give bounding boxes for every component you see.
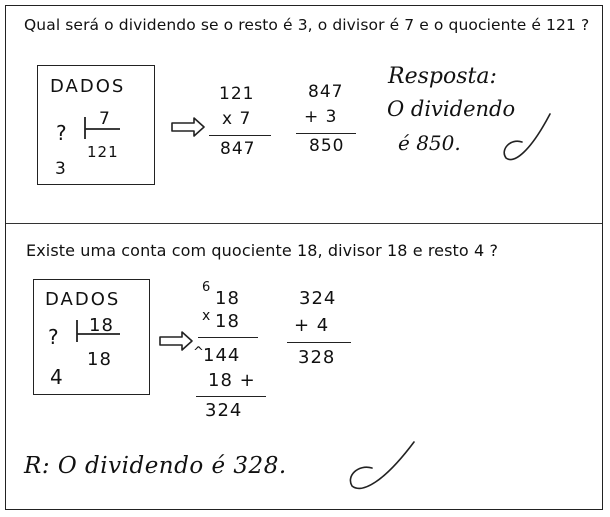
mult-op-sign-2: x [202,308,212,324]
mult-result-1: 847 [220,139,256,159]
dados-divisor-1: 7 [99,109,111,129]
arrow-icon [170,117,206,137]
mult-partial-mark-2: ^ [193,345,205,360]
add-top-1: 847 [308,82,344,102]
mult-top-1: 121 [219,84,255,104]
section-divider [6,223,602,224]
answer-line2-1: é 850. [398,131,461,155]
dados-remainder-1: 3 [55,159,67,179]
dados-quotient-2: 18 [87,349,112,370]
dados-label-2: DADOS [45,289,121,310]
checkmark-icon [492,112,552,172]
mult-second-2: 18 [215,311,240,332]
add-result-1: 850 [309,136,345,156]
mult-op-1: x 7 [222,109,252,129]
answer-line1-1: O dividendo [387,97,516,121]
add-rule-2 [287,342,351,343]
dados-unknown-2: ? [48,325,60,349]
mult-result-2: 324 [205,400,243,421]
dados-unknown-1: ? [56,121,68,145]
add-rule-1 [296,133,356,134]
dados-label-1: DADOS [50,76,126,97]
add-result-2: 328 [298,347,336,368]
arrow-icon [158,331,194,351]
add-top-2: 324 [299,288,337,309]
mult-partial1-2: 144 [203,345,241,366]
mult-top-2: 18 [215,288,240,309]
mult-rule-2 [198,337,258,338]
question-1: Qual será o dividendo se o resto é 3, o divisor é 7 e o quociente é 121 ? [24,16,590,34]
answer-2: R: O dividendo é 328. [24,453,287,479]
add-op-2: + 4 [294,315,330,336]
dados-remainder-2: 4 [50,365,64,389]
dados-quotient-1: 121 [87,143,119,161]
mult-rule-2b [196,396,266,397]
dados-divisor-2: 18 [89,315,114,336]
answer-heading-1: Resposta: [388,64,497,89]
add-op-1: + 3 [304,107,338,127]
mult-rule-1 [209,135,271,136]
mult-partial2-2: 18 + [208,370,256,391]
mult-carry-2: 6 [202,280,212,295]
question-2: Existe uma conta com quociente 18, divisor 18 e resto 4 ? [26,241,499,260]
checkmark-icon [338,438,418,498]
